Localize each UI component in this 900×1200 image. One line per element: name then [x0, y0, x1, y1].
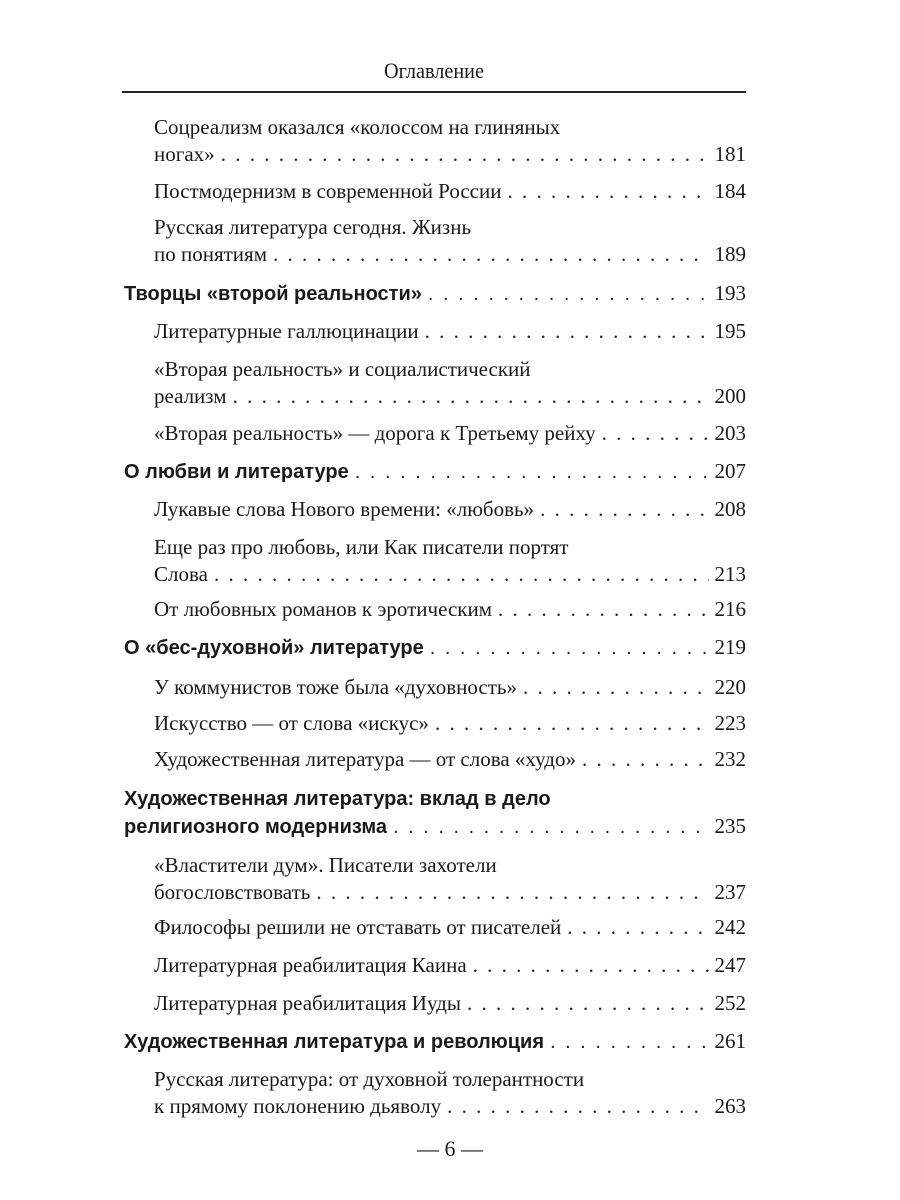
- toc-entry-title: богословствовать: [154, 880, 311, 904]
- dot-leaders: [316, 879, 708, 906]
- dot-leaders: [582, 746, 709, 773]
- page-number: — 6 —: [417, 1136, 483, 1161]
- toc-page-number: 208: [714, 497, 746, 521]
- toc-section: [154, 318, 746, 345]
- toc-entry-title: Слова: [154, 562, 208, 586]
- toc-entry-title: Постмодернизм в современной России: [154, 179, 502, 203]
- dot-leaders: [430, 635, 709, 662]
- toc-entry-title: «Вторая реальность» и социалистический: [154, 357, 531, 381]
- toc-page-number: 223: [714, 711, 746, 735]
- dot-leaders: [550, 1029, 709, 1056]
- toc-page-number: 203: [714, 421, 746, 445]
- dot-leaders: [425, 318, 709, 345]
- toc-page-number: 247: [714, 953, 746, 977]
- dot-leaders: [428, 281, 709, 308]
- toc-entry-title: «Властители дум». Писатели захотели: [154, 853, 497, 877]
- toc-entry-title: к прямому поклонению дьяволу: [154, 1094, 442, 1118]
- dot-leaders: [467, 990, 709, 1017]
- toc-entry-title: Литературная реабилитация Каина: [154, 953, 467, 977]
- dot-leaders: [540, 496, 708, 523]
- toc-page-number: 220: [714, 675, 746, 699]
- toc-chapter: [124, 634, 746, 662]
- toc-page-number: 261: [714, 1029, 746, 1053]
- toc-page-number: 232: [714, 747, 746, 771]
- running-header: Оглавление: [383, 58, 484, 83]
- toc-page-number: 195: [714, 319, 746, 343]
- toc-chapter: [124, 458, 746, 486]
- dot-leaders: [507, 178, 708, 205]
- toc-page-number: 184: [714, 179, 746, 203]
- toc-entry-title: Литературная реабилитация Иуды: [154, 991, 461, 1015]
- dot-leaders: [498, 596, 709, 623]
- toc-entry-title: Русская литература сегодня. Жизнь: [154, 215, 472, 239]
- toc-page-number: 242: [714, 915, 746, 939]
- dot-leaders: [435, 710, 709, 737]
- toc-section: [154, 214, 746, 268]
- dot-leaders: [393, 814, 709, 841]
- dot-leaders: [214, 561, 709, 588]
- toc-entry-title: «Вторая реальность» — дорога к Третьему рейху: [154, 421, 596, 445]
- toc-page-number: 219: [714, 635, 746, 659]
- toc-page-number: 189: [714, 242, 746, 266]
- toc-entry-title: У коммунистов тоже была «духовность»: [154, 675, 517, 699]
- toc-entry-title: Соцреализм оказался «колоссом на глиняных: [154, 115, 561, 139]
- toc-entry-title: О любви и литературе: [124, 461, 349, 483]
- toc-section: [154, 674, 746, 701]
- toc-entry-title: реализм: [154, 384, 227, 408]
- toc-page-number: 235: [714, 814, 746, 838]
- toc-page-number: 193: [714, 281, 746, 305]
- dot-leaders: [233, 383, 709, 410]
- toc-entry-title: От любовных романов к эротическим: [154, 597, 492, 621]
- toc-section: [154, 114, 746, 168]
- toc-entry-title: Русская литература: от духовной толерантности: [154, 1067, 585, 1091]
- toc-section: [154, 420, 746, 447]
- toc-section: [154, 1066, 746, 1120]
- toc-section: [154, 852, 746, 906]
- toc-entry-title: ногах»: [154, 142, 215, 166]
- toc-page-number: 207: [714, 459, 746, 483]
- dot-leaders: [447, 1093, 708, 1120]
- toc-section: [154, 914, 746, 941]
- dot-leaders: [221, 141, 709, 168]
- toc-entry-title: по понятиям: [154, 242, 267, 266]
- dot-leaders: [473, 952, 709, 979]
- toc-chapter: [124, 280, 746, 308]
- toc-page-number: 181: [714, 142, 746, 166]
- toc-section: [154, 952, 746, 979]
- toc-page-number: 200: [714, 384, 746, 408]
- toc-page-number: 237: [714, 880, 746, 904]
- toc-entry-title: Философы решили не отставать от писателей: [154, 915, 562, 939]
- dot-leaders: [602, 420, 709, 447]
- toc-entry-title: Художественная литература — от слова «худо»: [154, 747, 576, 771]
- toc-section: [154, 990, 746, 1017]
- toc-section: [154, 496, 746, 523]
- toc-page-number: 252: [714, 991, 746, 1015]
- toc-entry-title: Творцы «второй реальности»: [124, 283, 422, 305]
- toc-entry-title: Лукавые слова Нового времени: «любовь»: [154, 497, 535, 521]
- dot-leaders: [523, 674, 709, 701]
- toc-section: [154, 746, 746, 773]
- toc-section: [154, 710, 746, 737]
- toc-chapter: [124, 1028, 746, 1056]
- dot-leaders: [567, 914, 708, 941]
- toc-entry-title: Художественная литература и революция: [124, 1031, 544, 1053]
- toc-entry-title: религиозного модернизма: [124, 816, 387, 838]
- toc-section: [154, 356, 746, 410]
- toc-section: [154, 534, 746, 588]
- toc-page-number: 213: [714, 562, 746, 586]
- toc-section: [154, 596, 746, 623]
- toc-entry-title: Искусство — от слова «искус»: [154, 711, 429, 735]
- toc-entry-title: Еще раз про любовь, или Как писатели портят: [154, 535, 569, 559]
- dot-leaders: [273, 241, 709, 268]
- toc-page-number: 263: [714, 1094, 746, 1118]
- toc-entry-title: Литературные галлюцинации: [154, 319, 419, 343]
- toc-page-number: 216: [714, 597, 746, 621]
- dot-leaders: [355, 459, 709, 486]
- toc-chapter: [124, 786, 746, 841]
- toc-entry-title: О «бес-духовной» литературе: [124, 637, 424, 659]
- toc-entry-title: Художественная литература: вклад в дело: [124, 788, 551, 810]
- toc-section: [154, 178, 746, 205]
